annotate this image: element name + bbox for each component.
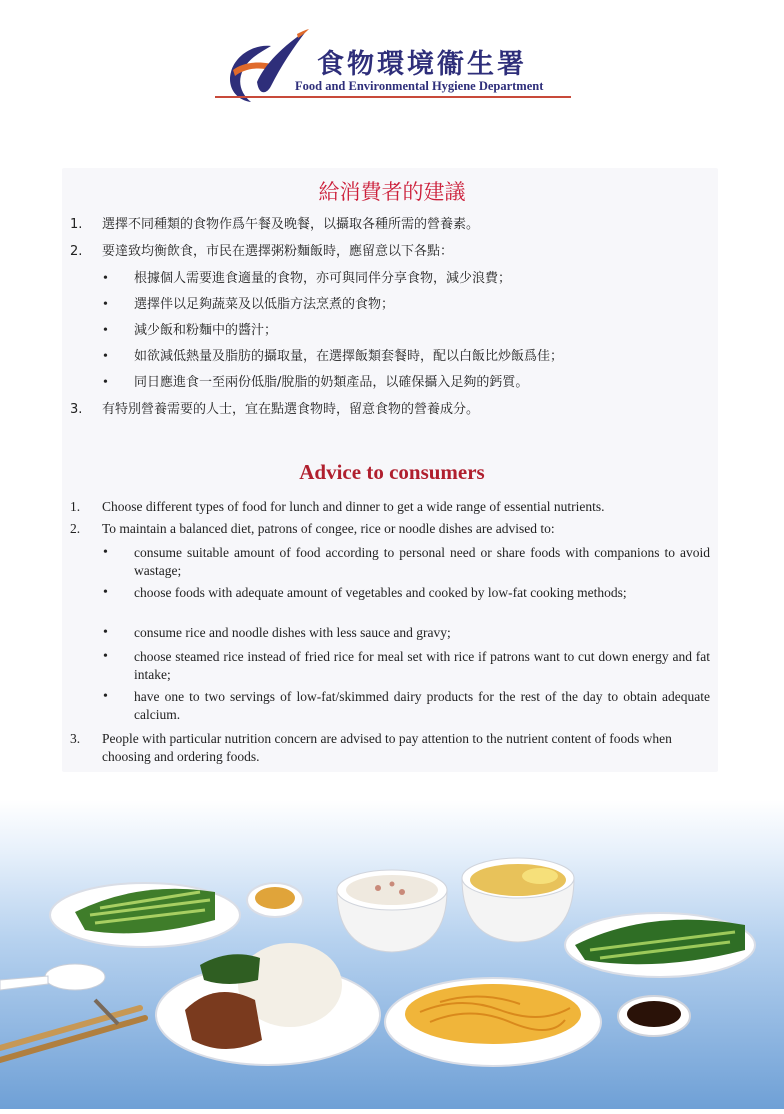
en-bullet-2: choose foods with adequate amount of vegetables and cooked by low-fat cooking methods; bbox=[134, 585, 627, 600]
bullet-icon: • bbox=[103, 625, 108, 640]
cn-item-2-text: 要達致均衡飲食，市民在選擇粥粉麵飯時，應留意以下各點： bbox=[102, 244, 454, 259]
sauce-dish bbox=[247, 883, 303, 917]
bullet-icon: • bbox=[103, 349, 108, 364]
cn-item-1-text: 選擇不同種類的食物作爲午餐及晚餐，以攝取各種所需的營養素。 bbox=[102, 217, 480, 232]
item-number: 2. bbox=[70, 244, 83, 259]
bullet-icon: • bbox=[103, 297, 108, 312]
cn-bullet-3: 減少飯和粉麵中的醬汁； bbox=[134, 323, 278, 338]
soy-sauce-dish bbox=[618, 996, 690, 1036]
noodle-soup-bowl bbox=[462, 858, 574, 942]
en-bullet-4: choose steamed rice instead of fried rice for meal set with rice if patrons want to cut down energy and fat intake; bbox=[134, 649, 710, 682]
logo-underline bbox=[215, 96, 571, 98]
chopsticks bbox=[0, 1000, 145, 1060]
org-name-english: Food and Environmental Hygiene Department bbox=[295, 79, 544, 93]
fehd-logo bbox=[213, 24, 573, 106]
item-number: 1. bbox=[70, 217, 83, 232]
english-title: Advice to consumers bbox=[299, 460, 485, 484]
en-bullet-1: consume suitable amount of food according to personal need or share foods with companions to avoid wastage; bbox=[134, 545, 710, 578]
bullet-icon: • bbox=[103, 689, 108, 704]
vegetables-plate-right bbox=[565, 913, 755, 977]
en-item-2-text: To maintain a balanced diet, patrons of congee, rice or noodle dishes are advised to: bbox=[102, 521, 555, 536]
food-photo bbox=[0, 800, 784, 1109]
bullet-icon: • bbox=[103, 271, 108, 286]
spoon bbox=[0, 964, 105, 990]
bullet-icon: • bbox=[103, 545, 108, 560]
chinese-title: 給消費者的建議 bbox=[318, 180, 466, 204]
cn-bullet-1: 根據個人需要進食適量的食物，亦可與同伴分享食物，減少浪費； bbox=[134, 271, 512, 286]
congee-bowl bbox=[337, 870, 447, 952]
cn-bullet-5: 同日應進食一至兩份低脂/脫脂的奶類產品，以確保攝入足夠的鈣質。 bbox=[134, 375, 529, 390]
food-illustration bbox=[0, 800, 784, 1109]
en-bullet-3: consume rice and noodle dishes with less sauce and gravy; bbox=[134, 625, 451, 640]
item-number: 1. bbox=[70, 499, 81, 514]
cn-bullet-4: 如欲減低熱量及脂肪的攝取量，在選擇飯類套餐時，配以白飯比炒飯爲佳； bbox=[134, 349, 564, 364]
en-bullet-5: have one to two servings of low-fat/skimmed dairy products for the rest of the day to obtain adequate calcium. bbox=[134, 689, 710, 722]
bullet-icon: • bbox=[103, 375, 108, 390]
bullet-icon: • bbox=[103, 585, 108, 600]
en-item-3-text: People with particular nutrition concern are advised to pay attention to the nutrient content of foods when choosing and ordering foods. bbox=[102, 731, 672, 764]
bullet-icon: • bbox=[103, 649, 108, 664]
vegetables-plate bbox=[50, 883, 240, 947]
item-number: 3. bbox=[70, 731, 81, 746]
rice-with-meat-plate bbox=[156, 943, 380, 1065]
org-name-chinese: 食物環境衞生署 bbox=[317, 49, 527, 80]
item-number: 3. bbox=[70, 402, 83, 417]
en-item-1-text: Choose different types of food for lunch and dinner to get a wide range of essential nutrients. bbox=[102, 499, 605, 514]
cn-bullet-2: 選擇伴以足夠蔬菜及以低脂方法烹煮的食物； bbox=[134, 297, 395, 312]
fried-noodles-plate bbox=[385, 978, 601, 1066]
cn-item-3-text: 有特別營養需要的人士，宜在點選食物時，留意食物的營養成分。 bbox=[102, 402, 480, 417]
item-number: 2. bbox=[70, 521, 81, 536]
bullet-icon: • bbox=[103, 323, 108, 338]
